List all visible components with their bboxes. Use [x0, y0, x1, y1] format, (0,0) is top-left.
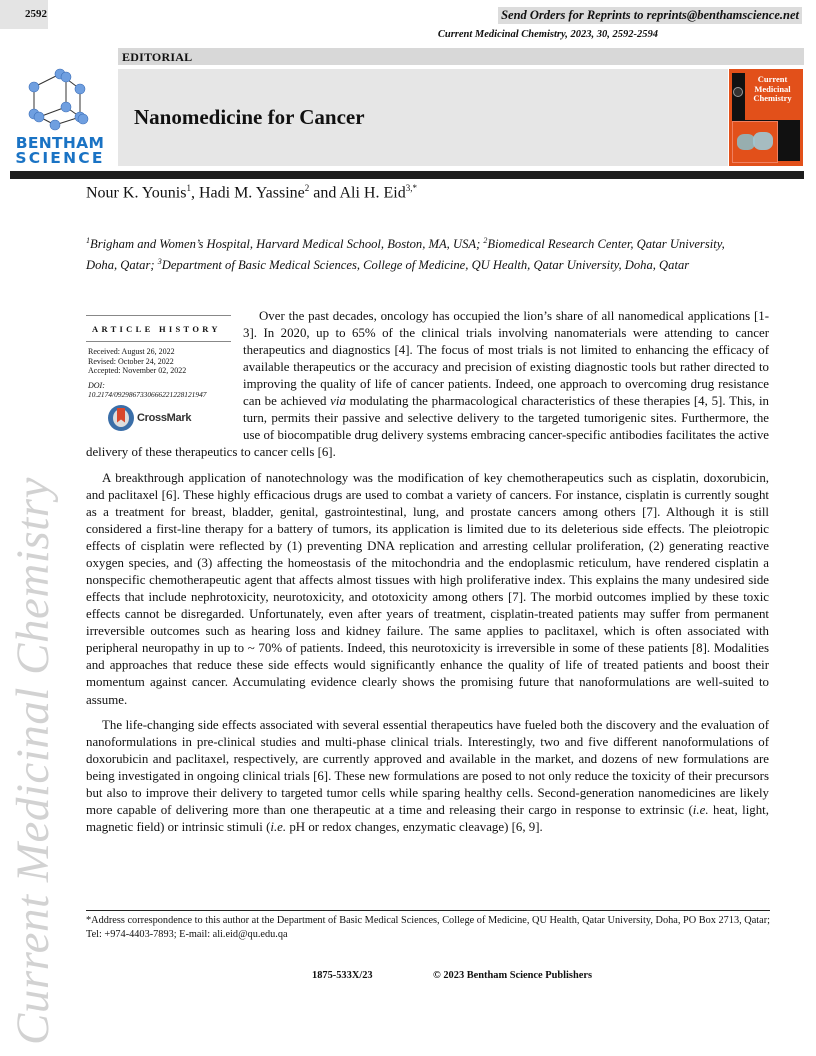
bentham-science-logo: [10, 64, 110, 168]
issn: 1875-533X/23: [312, 970, 373, 981]
author-name: Ali H. Eid: [339, 184, 406, 202]
article-history-heading: ARTICLE HISTORY: [92, 324, 221, 334]
author-affiliation-mark: 3,*: [405, 183, 417, 193]
page-number: 2592: [25, 8, 47, 20]
header-divider: [10, 171, 804, 179]
author-affiliation-mark: 2: [304, 183, 310, 193]
journal-citation: Current Medicinal Chemistry, 2023, 30, 2592-2594: [437, 29, 658, 40]
author-affiliation-mark: 1: [186, 183, 191, 193]
doi-label: DOI:: [88, 380, 105, 390]
body-paragraph: The life-changing side effects associated with several essential therapeutics have fueled both the discovery and the evaluation of nanoformulations in pre-clinical studies and multi-phase clinical trials. Interestingly, two and five different nanoformulations of doxorubicin and paclitaxel, respectively, are currently approved and available in the market, and dozens of new formulations are being investigated in ongoing clinical trials [6]. These new formulations are posed to not only reduce the toxicity of their precursors but also to improve their delivery to targeted tumor cells while sparing healthy cells. Second-generation nanomedicines are likely more capable of delivering more than one therapeutic at a time and releasing their cargo in response to extrinsic (i.e. heat, light, magnetic field) or intrinsic stimuli (i.e. pH or redox changes, enzymatic cleavage) [6, 9].: [86, 718, 769, 835]
copyright: © 2023 Bentham Science Publishers: [433, 970, 593, 981]
accepted-date: Accepted: November 02, 2022: [88, 366, 187, 375]
divider: [86, 315, 231, 316]
crossmark-icon: [108, 405, 134, 431]
journal-volume: 30: [596, 29, 608, 40]
journal-year: 2023: [570, 29, 592, 40]
section-label: EDITORIAL: [122, 50, 193, 64]
reprint-notice: Send Orders for Reprints to reprints@benthamscience.net: [498, 7, 802, 24]
crossmark-label: CrossMark: [137, 411, 192, 424]
cover-protein-image: [732, 121, 778, 163]
author-list: Nour K. Younis$^1$, Hadi M. Yassine$^2$ and Ali H. Eid$^{3,*}$: [86, 183, 417, 202]
section-label-bar: [118, 48, 804, 65]
doi-link[interactable]: 10.2174/0929867330666221228121947: [88, 389, 207, 399]
affiliations: $^1$Brigham and Women’s Hospital, Harvard Medical School, Boston, MA, USA; $^2$Biomedical Research Center, Qatar University, Doha, Qatar; $^3$Department of Basic Medical Sciences, College of Medicine, QU Health, Qatar University, Doha, Qatar: [86, 236, 725, 273]
title-box: [118, 69, 728, 166]
received-date: Received: August 26, 2022: [88, 347, 175, 356]
molecule-icon: [10, 64, 110, 136]
cover-title: Current Medicinal Chemistry: [753, 74, 792, 103]
crossmark-button[interactable]: [108, 405, 231, 431]
correspondence-footnote: *Address correspondence to this author at the Department of Basic Medical Sciences, College of Medicine, QU Health, Qatar University, Doha, PO Box 2713, Qatar; Tel: +974-4403-7893; E-mail: ali.eid@qu.edu.qa: [86, 915, 770, 940]
affiliation: Department of Basic Medical Sciences, College of Medicine, QU Health, Qatar University, Doha, Qatar: [161, 258, 690, 273]
affiliation: Brigham and Women’s Hospital, Harvard Medical School, Boston, MA, USA;: [90, 237, 484, 252]
logo-text-science: SCIENCE: [15, 149, 105, 167]
body-paragraph: Over the past decades, oncology has occupied the lion’s share of all nanomedical applications [1-3]. In 2020, up to 65% of the clinical trials involving nanomaterials were attending to cancer therapeutics and diagnostics [4]. The focus of most trials is not limited to enhancing the efficacy of available therapeutics or the accuracy and precision of existing diagnostic tools but rather directed to improving the quality of life of cancer patients. Indeed, one approach to overcoming drug resistance can be achieved via modulating the pharmacological characteristics of these therapies [4, 5]. This, in turn, permits their passive and selective delivery to the targeted tumorigenic sites. Furthermore, the use of biocompatible drug delivery systems embracing cancer-specific antibodies facilitates the active delivery of these therapeutics to cancer cells [6].: [86, 309, 769, 460]
logo-text-bentham: BENTHAM: [15, 134, 105, 152]
divider: [86, 341, 231, 342]
journal-watermark: Current Medicinal Chemistry: [7, 477, 59, 1045]
affiliation: Biomedical Research Center, Qatar University, Doha, Qatar;: [86, 237, 725, 273]
journal-cover-thumbnail: [729, 69, 803, 166]
author-name: Hadi M. Yassine: [198, 184, 305, 202]
revised-date: Revised: October 24, 2022: [88, 356, 174, 366]
journal-name: Current Medicinal Chemistry: [437, 29, 566, 40]
cover-emblem-icon: [733, 87, 743, 97]
page-number-box: [0, 0, 48, 29]
footnote-divider: [86, 910, 770, 911]
article-title: Nanomedicine for Cancer: [134, 105, 365, 129]
journal-pages: 2592-2594: [612, 29, 658, 40]
body-paragraph: A breakthrough application of nanotechnology was the modification of key chemotherapeutics such as cisplatin, doxorubicin, and paclitaxel [6]. These highly efficacious drugs are used to combat a variety of cancers. For instance, cisplatin is currently sought as a treatment for breast, bladder, genital, gastrointestinal, lung, and prostate cancers among others [7]. Although it is still considered a first-line therapy for a battery of tumors, its application is limited due to its deleterious side effects. The pleiotropic effects of cisplatin were reflected by (1) preventing DNA replication and arresting cellular proliferation, (2) generating reactive oxygen species, and (3) affecting the homeostasis of the mitochondria and the endoplasmic reticulum, have rendered cisplatin a nonspecific chemotherapeutic agent that affects almost tissues with high proliferative index. This explains the many undesired side effects that include nephrotoxicity, neurotoxicity, and ototoxicity among others [7]. The morbid outcomes implied by these toxic effects cannot be disregarded. Unfortunately, even after years of treatment, cisplatin-treated patients may suffer from permanent irreversible outcomes such as hearing loss and kidney failure. The same applies to paclitaxel, which is often associated with peripheral neuropathy in up to ~ 70% of patients. Indeed, this neurotoxicity is irreversible in some of these patients [8]. Modalities and approaches that reduce these side effects would significantly enhance the quality of life of treated patients and boost their momentum against cancer. Accumulating evidence clearly shows the promising future that nanoformulations are well-suited to assume.: [86, 470, 769, 707]
author-name: Nour K. Younis: [86, 184, 187, 202]
article-history: [86, 315, 231, 431]
